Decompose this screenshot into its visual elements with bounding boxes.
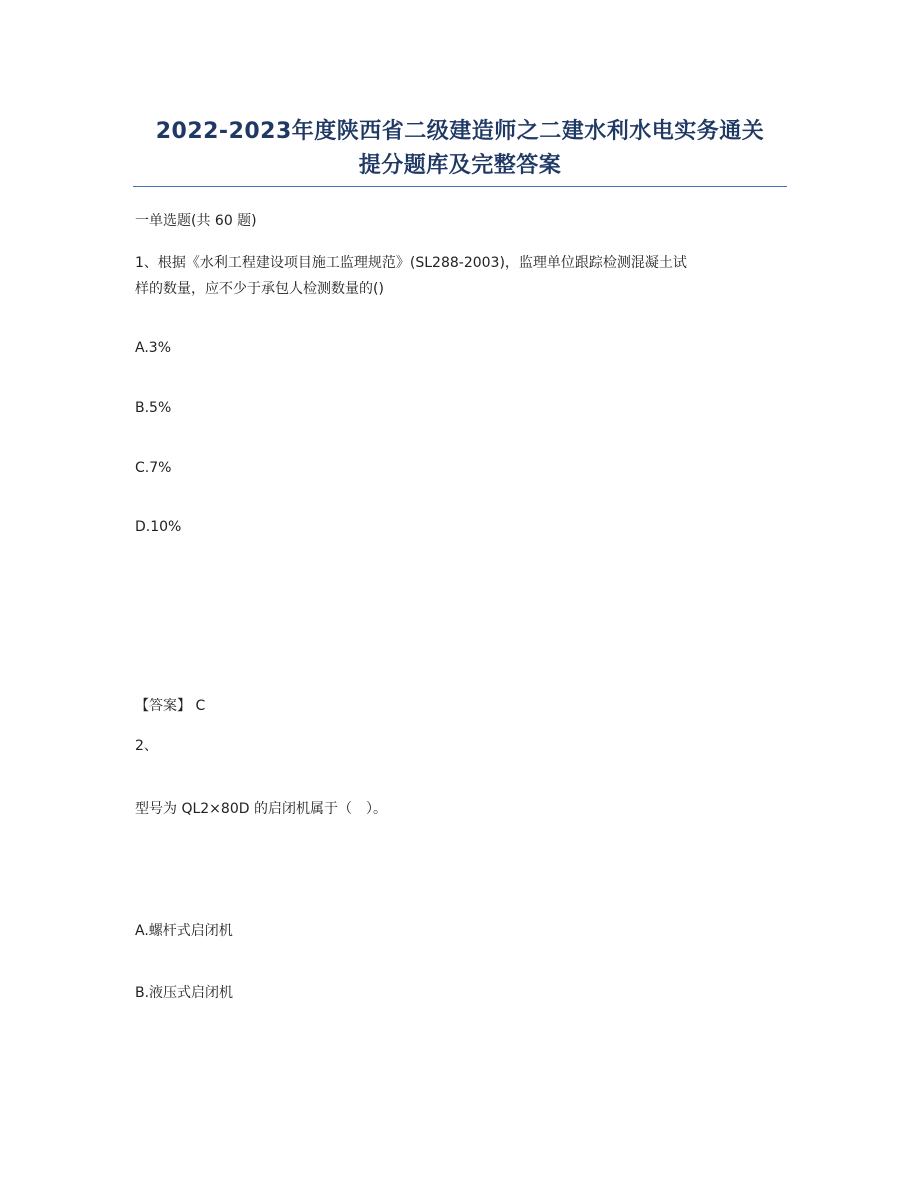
question-2-option-a: A.螺杆式启闭机 [135,923,233,939]
title-line-2: 提分题库及完整答案 [358,153,562,178]
question-1-option-a: A.3% [135,340,171,356]
question-1-option-d: D.10% [135,519,182,535]
question-1-option-b: B.5% [135,400,172,416]
question-2-number: 2、 [135,738,158,754]
question-2-option-b: B.液压式启闭机 [135,985,234,1001]
question-1-stem-line-1: 1、根据《水利工程建设项目施工监理规范》(SL288-2003)，监理单位跟踪检测混凝土试 [135,255,687,271]
question-2-stem: 型号为 QL2×80D 的启闭机属于（ ）。 [135,801,387,817]
question-1-stem-line-2: 样的数量，应不少于承包人检测数量的() [135,281,384,297]
question-1-option-c: C.7% [135,460,172,476]
title-divider [133,186,787,187]
section-heading: 一单选题(共 60 题) [135,213,257,229]
title-line-1: 2022-2023年度陕西省二级建造师之二建水利水电实务通关 [155,119,765,144]
question-1-answer: 【答案】 C [135,698,206,714]
